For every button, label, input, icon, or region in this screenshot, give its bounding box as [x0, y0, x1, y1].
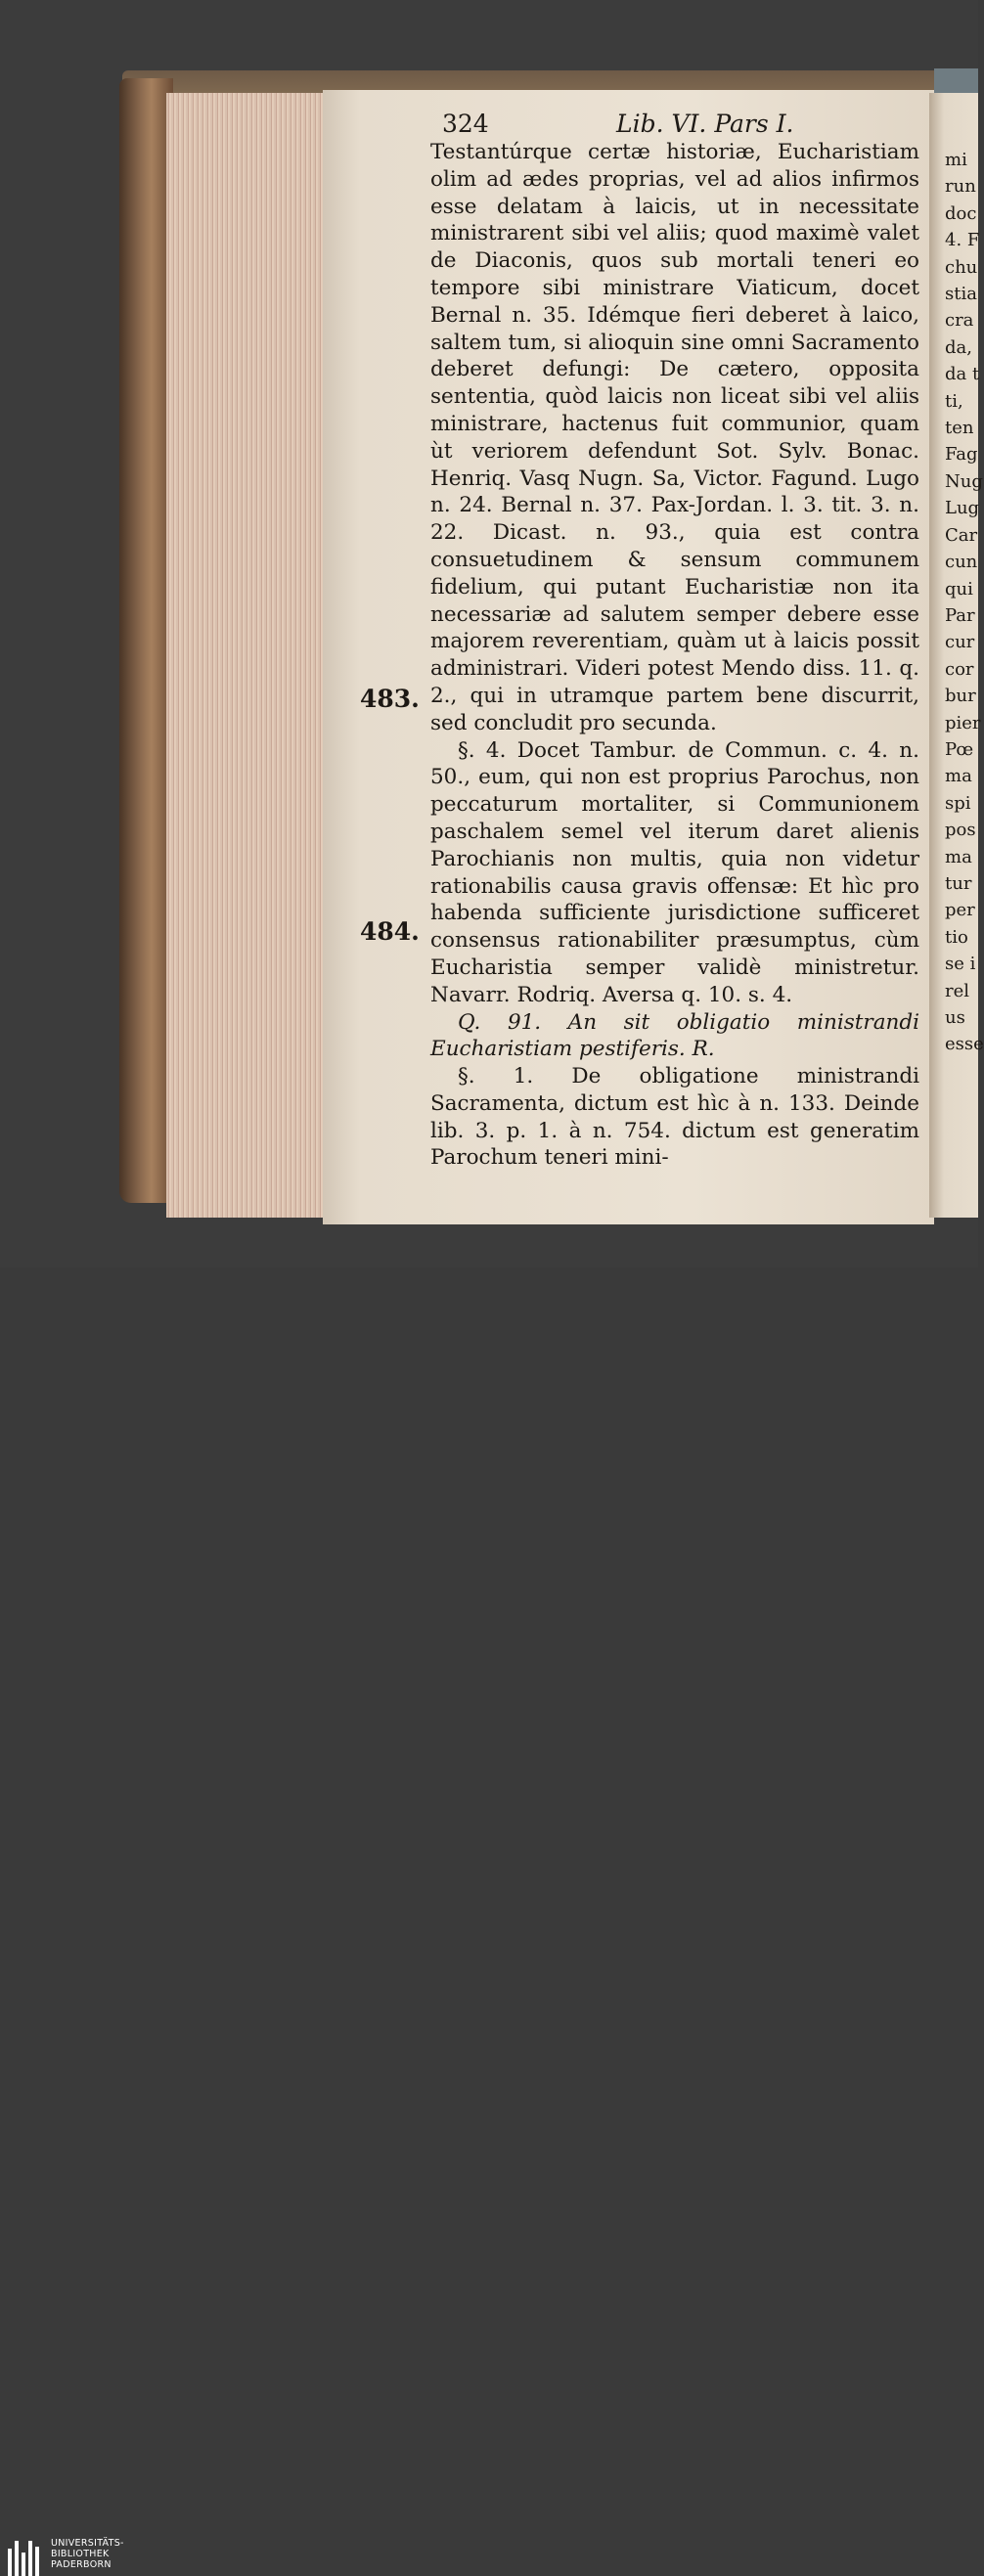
- fragment-line: Lug: [945, 498, 980, 519]
- fragment-line: Nug: [945, 470, 983, 492]
- fragment-line: qui: [945, 578, 973, 600]
- fragment-line: cun: [945, 552, 978, 573]
- fragment-line: ma: [945, 766, 972, 787]
- page-header: [442, 110, 931, 143]
- fragment-line: chu: [945, 256, 978, 278]
- fragment-line: ten: [945, 418, 974, 439]
- fragment-line: Par: [945, 604, 975, 626]
- fragment-line: da,: [945, 336, 972, 358]
- margin-number-483: 483.: [360, 685, 420, 713]
- margin-number-484: 484.: [360, 917, 420, 946]
- fragment-line: ma: [945, 846, 972, 867]
- university-logo-icon: [8, 2541, 43, 2576]
- fragment-line: Pœ: [945, 738, 974, 760]
- fragment-line: mi: [945, 150, 967, 170]
- fragment-line: stia: [945, 284, 977, 305]
- page-number: 324: [442, 110, 489, 138]
- paragraph-3: §. 1. De obligatione ministrandi Sacramenta, dictum est hìc à n. 133. Deinde lib. 3. p. 1. à n. 754. dictum est generatim Parochum teneri mini-: [430, 1064, 919, 1171]
- paragraph-2: §. 4. Docet Tambur. de Commun. c. 4. n. 50., eum, qui non est proprius Parochus, non peccaturum mortaliter, si Communionem paschalem semel vel iterum daret alienis Parochianis non multis, quia non videtur rationabilis causa gravis offensæ: Et hìc pro habenda sufficiente jurisdictione sufficeret consensus rationabiliter præsumptus, cùm Eucharistia semper validè ministretur. Navarr. Rodriq. Aversa q. 10. s. 4.: [430, 737, 919, 1007]
- fragment-line: se i: [945, 954, 976, 975]
- fragment-line: us: [945, 1007, 965, 1028]
- scanned-book-image: [0, 0, 984, 1267]
- fragment-line: tio: [945, 926, 968, 948]
- institution-line: UNIVERSITÄTS-: [51, 2538, 124, 2549]
- fragment-line: per: [945, 900, 975, 921]
- footer-bar: [0, 1267, 978, 2570]
- fragment-line: esse: [945, 1034, 984, 1055]
- fragment-line: bur: [945, 686, 976, 707]
- fragment-line: ti,: [945, 390, 963, 412]
- book-spine: [119, 78, 173, 1203]
- paragraph-1: Testantúrque certæ historiæ, Eucharistiam olim ad ædes proprias, vel ad alios infirmos esse delatam à laicis, ut in necessitate ministrarent sibi vel aliis; quod maximè valet de Diaconis, quos sub mortali teneri eo tempore sibi ministrare Viaticum, docet Bernal n. 35. Idémque fieri deberet à laico, saltem tum, si alioquin sine omni Sacramento deberet defungi: De cætero, opposita sententia, quòd laicis non liceat sibi vel aliis ministrare, hactenus fuit communior, quam ùt veriorem defendunt Sot. Sylv. Bonac. Henriq. Vasq Nugn. Sa, Victor. Fagund. Lugo n. 24. Bernal n. 37. Pax-Jordan. l. 3. tit. 3. n. 22. Dicast. n. 93., quia est contra consuetudinem & sensum communem fidelium, qui putant Eucharistiæ non ita necessariæ ad salutem semper debere esse majorem reverentiam, quàm ut à laicis possit administrari. Videri potest Mendo diss. 11. q. 2., qui in utramque partem bene discurrit, sed concludit pro secunda.: [430, 140, 919, 735]
- question-heading: Q. 91. An sit obligatio ministrandi Eucharistiam pestiferis. R.: [430, 1009, 919, 1062]
- page-body: [430, 139, 919, 1172]
- page-edges: [166, 93, 328, 1218]
- institution-name: [51, 2538, 168, 2570]
- fragment-line: doc: [945, 202, 977, 224]
- fragment-line: Fag: [945, 444, 978, 466]
- institution-line: PADERBORN: [51, 2559, 112, 2570]
- running-title: Lib. VI. Pars I.: [616, 110, 794, 138]
- fragment-line: run: [945, 176, 976, 198]
- fragment-line: rel: [945, 980, 970, 1001]
- fragment-line: pier: [945, 712, 981, 733]
- fragment-line: pos: [945, 820, 976, 841]
- fragment-line: spi: [945, 792, 971, 814]
- fragment-line: 4. F: [945, 230, 980, 251]
- fragment-line: cur: [945, 632, 975, 653]
- fragment-line: cor: [945, 658, 974, 680]
- fragment-line: cra: [945, 310, 974, 332]
- fragment-line: tur: [945, 872, 972, 894]
- institution-line: BIBLIOTHEK: [51, 2549, 110, 2559]
- fragment-line: da t: [945, 364, 980, 385]
- right-page-text-fragments: [945, 147, 984, 1058]
- fragment-line: Car: [945, 524, 978, 546]
